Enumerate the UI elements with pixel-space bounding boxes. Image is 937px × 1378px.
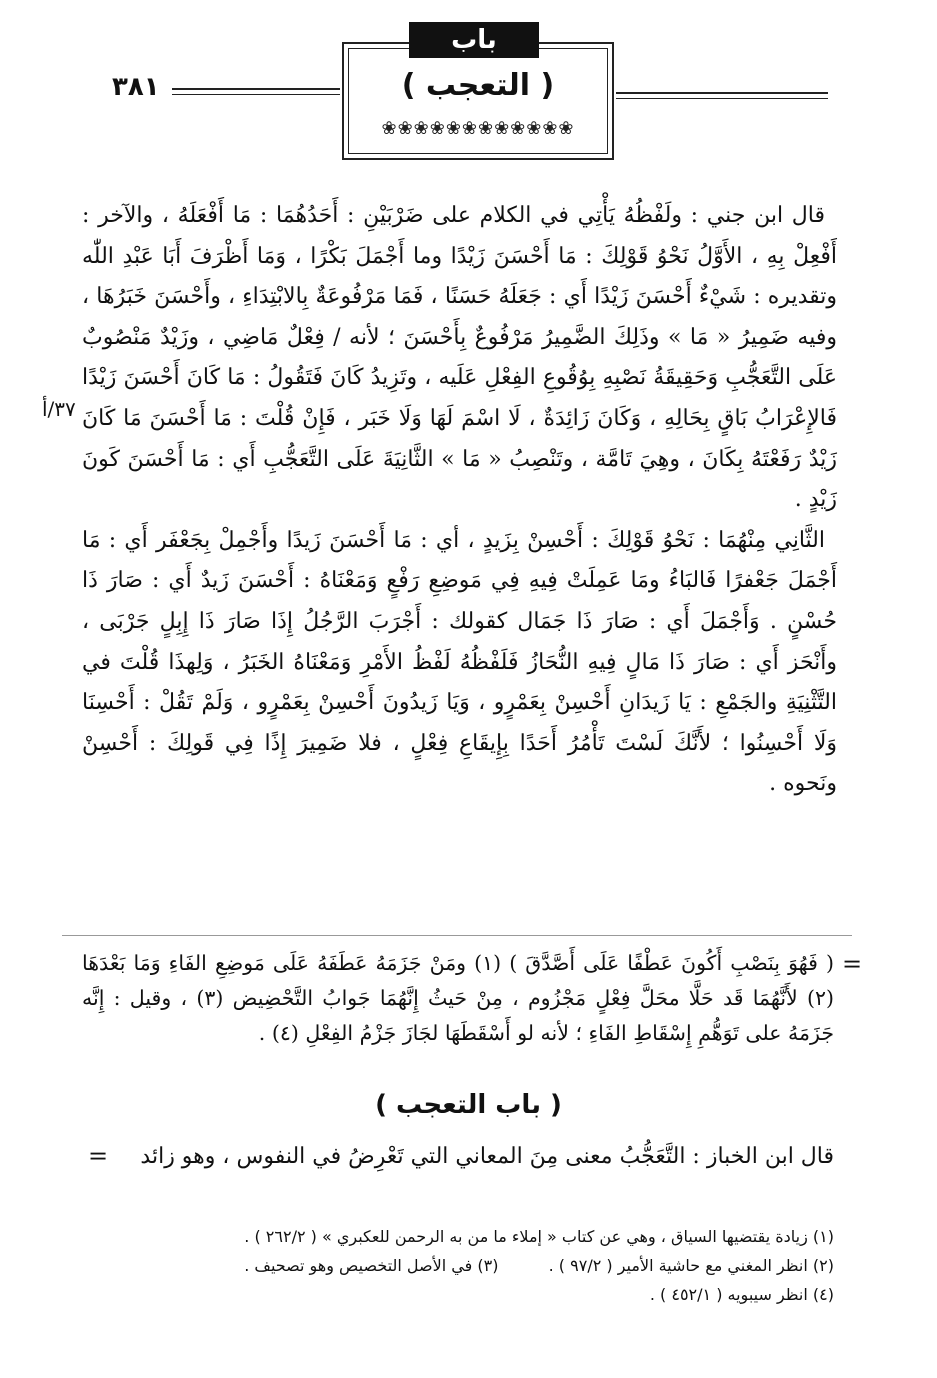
paragraph-first-form: قال ابن جني : ولَفْظُهُ يَأْتِي في الكلام على ضَرْبَيْنِ : أَحَدُهُمَا : مَا أَفْعَلَهُ ، والآخر : أَفْعِلْ بِهِ ، الأَوَّلُ نَحْوُ قَوْلِكَ : مَا أَحْسَنَ زَيْدًا وما أَجْمَلَ بَكْرًا ، وَمَا أَظْرَفَ أَبَا عَبْدِ اللّٰه وتقديره : شَيْءٌ أَحْسَنَ زَيْدًا أَي : جَعَلَهُ حَسَنًا ، فَمَا مَرْفُوعَةٌ بِالابْتِدَاءِ ، وأَحْسَنَ خَبَرُهَا ، وفيه ضَمِيرُ « مَا » وذَلِكَ الضَّمِيرُ مَرْفُوعٌ بِأَحْسَنَ ؛ لأنه / فِعْلٌ مَاضِي ، وزَيْدٌ مَنْصُوبٌ عَلَى التَّعَجُّبِ وَحَقِيقَةُ نَصْبِهِ بِوُقُوعِ الفِعْلِ عَلَيه ، وتَزِيدُ كَانَ فَتَقُولُ : مَا كَانَ أَحْسَنَ زَيْدًا فَالإِعْرَابُ بَاقٍ بِحَالِهِ ، وَكَانَ زَائِدَةٌ ، لَا اسْمَ لَهَا وَلَا خَبَر ، فَإِنْ قُلْتَ : مَا أَحْسَنَ مَا كَانَ زَيْدٌ رَفَعْتَهُ بِكَانَ ، وهِيَ تَامَّة ، وتَنْصِبُ « مَا » الثَّانِيَةَ عَلَى التَّعَجُّبِ أَي : مَا أَحْسَنَ كَونَ زَيْدٍ .: [82, 203, 837, 513]
margin-folio-note: ٣٧/أ: [42, 397, 76, 421]
section-heading: ( باب التعجب ): [375, 1090, 562, 1120]
page-number: ٣٨١: [112, 72, 160, 102]
ibn-khabbaz-paragraph: قال ابن الخباز : التَّعَجُّبُ معنى مِنَ المعاني التي تَعْرِضُ في النفوس ، وهو زائد: [140, 1144, 834, 1169]
chapter-label: باب: [409, 22, 539, 58]
header-rule-left-thin: [172, 94, 340, 95]
paragraph-second-form: الثَّانِي مِنْهُمَا : نَحْوُ قَوْلِكَ : أَحْسِنْ بِزَيدٍ ، أي : مَا أَحْسَنَ زَيدًا وأَجْمِلْ بِجَعْفَر أَي : مَا أَجْمَلَ جَعْفرًا فَالبَاءُ ومَا عَمِلَتْ فِيهِ فِي مَوضِعِ رَفْعٍ وَمَعْنَاهُ : أَحْسَنَ زَيدٌ أَي : صَارَ ذَا حُسْنٍ . وَأَجْمَلَ أَي : صَارَ ذَا جَمَال كقولك : أَجْرَبَ الرَّجُلُ إِذَا صَارَ ذَا إِبِلٍ جَرْبَى ، وأَنْحَز أَي : صَارَ ذَا مَالٍ فِيهِ النُّحَازُ فَلَفْظُهُ لَفْظُ الأَمْرِ وَمَعْنَاهُ الخَبَرُ ، وَلِهذَا قُلْتَ في التَّثْنِيَةِ والجَمْعِ : يَا زَيدَانِ أَحْسِنْ بِعَمْرٍو ، وَيَا زَيدُونَ أَحْسِنْ بِعَمْرٍو ، وَلَمْ تَقُلْ : أَحْسِنَا وَلَا أَحْسِنُوا ؛ لأَنَّكَ لَسْتَ تَأْمُرُ أَحَدًا بِإِيقَاعِ فِعْلٍ ، فلا ضَمِيرَ إِذًا فِي قَولِكَ : أَحْسِنْ ونَحوه .: [82, 527, 837, 797]
main-text: [82, 196, 837, 805]
ornament-border-icon: ❀❀❀❀❀❀❀❀❀❀❀❀: [381, 118, 575, 139]
footnote-4: (٤) انظر سيبويه ( ٤٥٢/١ ) .: [649, 1285, 834, 1304]
header-rule-right: [616, 92, 828, 94]
footnotes: [120, 1222, 834, 1309]
chapter-title: ( التعجب ): [401, 68, 555, 103]
footnote-1: (١) زيادة يقتضيها السياق ، وهي عن كتاب « إملاء ما من به الرحمن للعكبري » ( ٢٦٢/٢ ) .: [244, 1227, 834, 1246]
continues-mark: =: [88, 1142, 109, 1170]
section-separator: [62, 935, 852, 936]
header-rule-right-thin: [616, 98, 828, 99]
chapter-title-box: [342, 25, 614, 160]
footnote-3: (٣) في الأصل التخصيص وهو تصحيف .: [244, 1256, 499, 1275]
continuation-paragraph: ( فَهُوَ بِنَصْبِ أَكُونَ عَطْفًا عَلَى أَصَّدَّقَ ) (١) ومَنْ جَزَمَهُ عَطَفَهُ عَلَى مَوضِعِ الفَاءِ وَمَا بَعْدَهَا (٢) لأَنَّهُمَا قَد حَلَّا محَلَّ فِعْلٍ مَجْزُوم ، مِنْ حَيثُ إِنَّهُمَا جَوابُ التَّحْضِيض (٣) ، وقيل : إِنَّه جَزَمَهُ على تَوَهُّمِ إِسْقَاطِ الفَاءِ ؛ لأنه لو أَسْقَطَهَا لجَازَ جَزْمُ الفِعْلِ (٤) .: [82, 951, 834, 1045]
continuation-mark: =: [842, 950, 863, 978]
footnote-2: (٢) انظر المغني مع حاشية الأمير ( ٩٧/٢ ) .: [548, 1256, 834, 1275]
footnote-2-3-line: [120, 1251, 834, 1280]
header-rule-left: [172, 88, 340, 90]
previous-section-continuation: [82, 946, 834, 1051]
